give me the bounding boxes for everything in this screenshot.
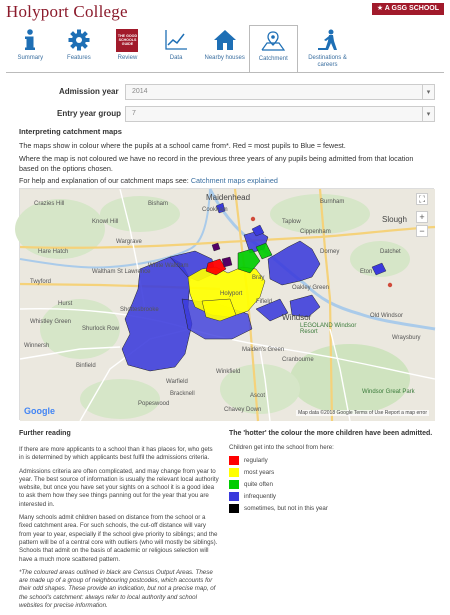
map-label: Hare Hatch (38, 249, 69, 255)
legend-label: quite often (244, 481, 273, 488)
page-header (0, 0, 450, 22)
entry-group-label: Entry year group (57, 109, 122, 118)
catchment-maps-explained-link[interactable]: Catchment maps explained (190, 176, 278, 185)
map-label: Chavey Down (224, 407, 262, 413)
zoom-out-button[interactable]: − (416, 225, 428, 237)
map-label: Old Windsor (370, 313, 404, 319)
legend-item (229, 503, 328, 514)
admission-year-label: Admission year (59, 87, 119, 96)
map-label: Eton (360, 269, 373, 275)
tab-review[interactable] (103, 25, 152, 73)
star-icon: ★ (376, 5, 385, 12)
map-label: Maidenhead (206, 193, 251, 202)
map-label: Wargrave (116, 239, 142, 245)
admission-year-value: 2014 (132, 88, 148, 95)
tab-catchment[interactable] (249, 25, 298, 73)
map-label: Winkfield (216, 369, 241, 375)
tab-label: Features (67, 55, 91, 61)
tab-destinations-careers[interactable] (298, 25, 358, 73)
tab-summary[interactable] (6, 25, 55, 73)
map-label: Datchet (380, 249, 401, 255)
google-logo (24, 406, 55, 416)
map-label: Winnersh (24, 343, 50, 349)
map-label: LEGOLAND Windsor Resort (300, 323, 357, 335)
legend-label: infrequently (244, 493, 276, 500)
line-chart-icon (164, 28, 188, 52)
further-p2: Admissions criteria are often complicated, and may change from year to year. The best source of information is usually the relevant local authority website, but once you have set your sights on a school it is a good idea to ask them how they see things panning out for the year that you are interested in. (19, 467, 219, 508)
map-label: Slough (382, 215, 407, 224)
further-reading-title: Further reading (19, 430, 71, 437)
map-label: Dorney (320, 249, 340, 255)
map-label: Popeswood (138, 401, 170, 407)
further-p1: If there are more applicants to a school than it has places for, who gets in is determined by which applicants best fulfil the admissions criteria. (19, 446, 213, 462)
legend-swatch (229, 492, 239, 501)
map-label: Cippenham (300, 229, 331, 235)
map-label: Windsor (282, 313, 312, 322)
map-label: Holyport (220, 291, 243, 297)
map-label: Bray (252, 275, 265, 281)
interpreting-title: Interpreting catchment maps (19, 127, 122, 136)
map-label: Crazies Hill (34, 201, 65, 207)
map-label: Whistley Green (30, 319, 72, 325)
map-label: Twyford (30, 279, 52, 285)
map-label: Shurlock Row (82, 326, 120, 332)
map-label: Fifield (256, 299, 273, 305)
tab-label: Nearby houses (204, 55, 245, 61)
interpreting-p2: Where the map is not coloured we have no record in the previous three years of any pupils being admitted from that location based on the options chosen. (19, 154, 414, 173)
gsg-badge-label: A GSG SCHOOL (384, 5, 439, 12)
legend-label: sometimes, but not in this year (244, 505, 328, 512)
tab-label: Catchment (258, 56, 288, 62)
legend-swatch (229, 504, 239, 513)
interpreting-p3 (19, 176, 434, 186)
guide-logo-text: THE GOOD SCHOOLS GUIDE (116, 29, 138, 52)
chevron-down-icon: ▾ (422, 107, 434, 121)
catchment-legend (229, 455, 328, 515)
legend-swatch (229, 456, 239, 465)
map-canvas (20, 189, 435, 421)
map-label: Taplow (282, 219, 301, 225)
tab-label: Summary (17, 55, 44, 61)
map-label: Hurst (58, 301, 73, 307)
map-label: White Waltham (148, 263, 189, 269)
tab-label: Destinations & careers (308, 55, 347, 68)
legend-label: regularly (244, 457, 268, 464)
map-label: Shottesbrooke (120, 307, 159, 313)
legend-swatch (229, 468, 239, 477)
nav-divider (6, 72, 444, 73)
entry-group-value: 7 (132, 110, 136, 117)
tab-features[interactable] (55, 25, 104, 73)
tab-nearby-houses[interactable] (200, 25, 249, 73)
map-label: Waltham St Lawrence (92, 269, 151, 275)
legend-subtitle: Children get into the school from here: (229, 444, 334, 451)
legend-label: most years (244, 469, 275, 476)
legend-swatch (229, 480, 239, 489)
map-label: Knowl Hill (92, 219, 119, 225)
legend-title: The 'hotter' the colour the more children have been admitted. (229, 430, 433, 437)
legend-item (229, 479, 328, 490)
legend-item (229, 455, 328, 466)
map-pin-icon (261, 29, 285, 53)
map-label: Warfield (166, 379, 188, 385)
map-label: Windsor Great Park (362, 389, 415, 395)
house-icon (213, 28, 237, 52)
school-title: Holyport College (6, 2, 128, 21)
graduate-icon (316, 28, 340, 52)
gsg-badge[interactable] (372, 3, 444, 15)
map-label: Binfield (76, 363, 96, 369)
map-label: Ascot (250, 393, 266, 399)
map-label: Burnham (320, 199, 345, 205)
map-label: Cookham (202, 207, 228, 213)
gear-icon (67, 28, 91, 52)
google-logo-text: Google (24, 406, 55, 416)
interpreting-p1: The maps show in colour where the pupils at a school came from*. Red = most pupils to Blue = fewest. (19, 141, 346, 150)
entry-group-row (19, 106, 435, 122)
school-nav (6, 25, 444, 73)
fullscreen-button[interactable]: ⛶ (416, 193, 428, 205)
catchment-form (19, 84, 435, 128)
tab-data[interactable] (152, 25, 201, 73)
legend-item (229, 491, 328, 502)
map-label: Maiden's Green (242, 347, 285, 353)
further-reading (19, 446, 219, 615)
catchment-map[interactable] (19, 188, 434, 420)
chevron-down-icon: ▾ (422, 85, 434, 99)
tab-label: Data (169, 55, 183, 61)
help-text: For help and explanation of our catchment maps see: (19, 176, 191, 185)
admission-year-select[interactable] (125, 84, 435, 100)
info-icon (18, 28, 42, 52)
further-p4: *The coloured areas outlined in black are Census Output Areas. These are made up of a group of neighbouring postcodes, which accounts for their odd shapes. These provide an indication, but not a precise map, of the school's catchment: always refer to local authority and school websites for precise information. (19, 568, 216, 610)
further-p3: Many schools admit children based on distance from the school or a fixed catchment area. For such schools, the cut-off distance will vary from year to year, especially if the school give priority to siblings; and the pattern will be of a central core with outliers (who will mostly be siblings). Schools that admit on the basis of academic or religious selection will have a much more scattered pattern. (19, 514, 218, 563)
map-label: Bracknell (170, 391, 195, 397)
map-label: Oakley Green (292, 285, 330, 291)
map-label: Wraysbury (392, 335, 421, 341)
entry-group-select[interactable] (125, 106, 435, 122)
map-label: Cranbourne (282, 357, 314, 363)
legend-item (229, 467, 328, 478)
good-schools-guide-icon (115, 28, 139, 52)
tab-label: Review (117, 55, 138, 61)
map-attribution[interactable]: Map data ©2018 Google Terms of Use Report a map error (298, 410, 427, 416)
admission-year-row (19, 84, 435, 100)
map-label: Bisham (148, 201, 169, 207)
zoom-in-button[interactable]: + (416, 211, 428, 223)
